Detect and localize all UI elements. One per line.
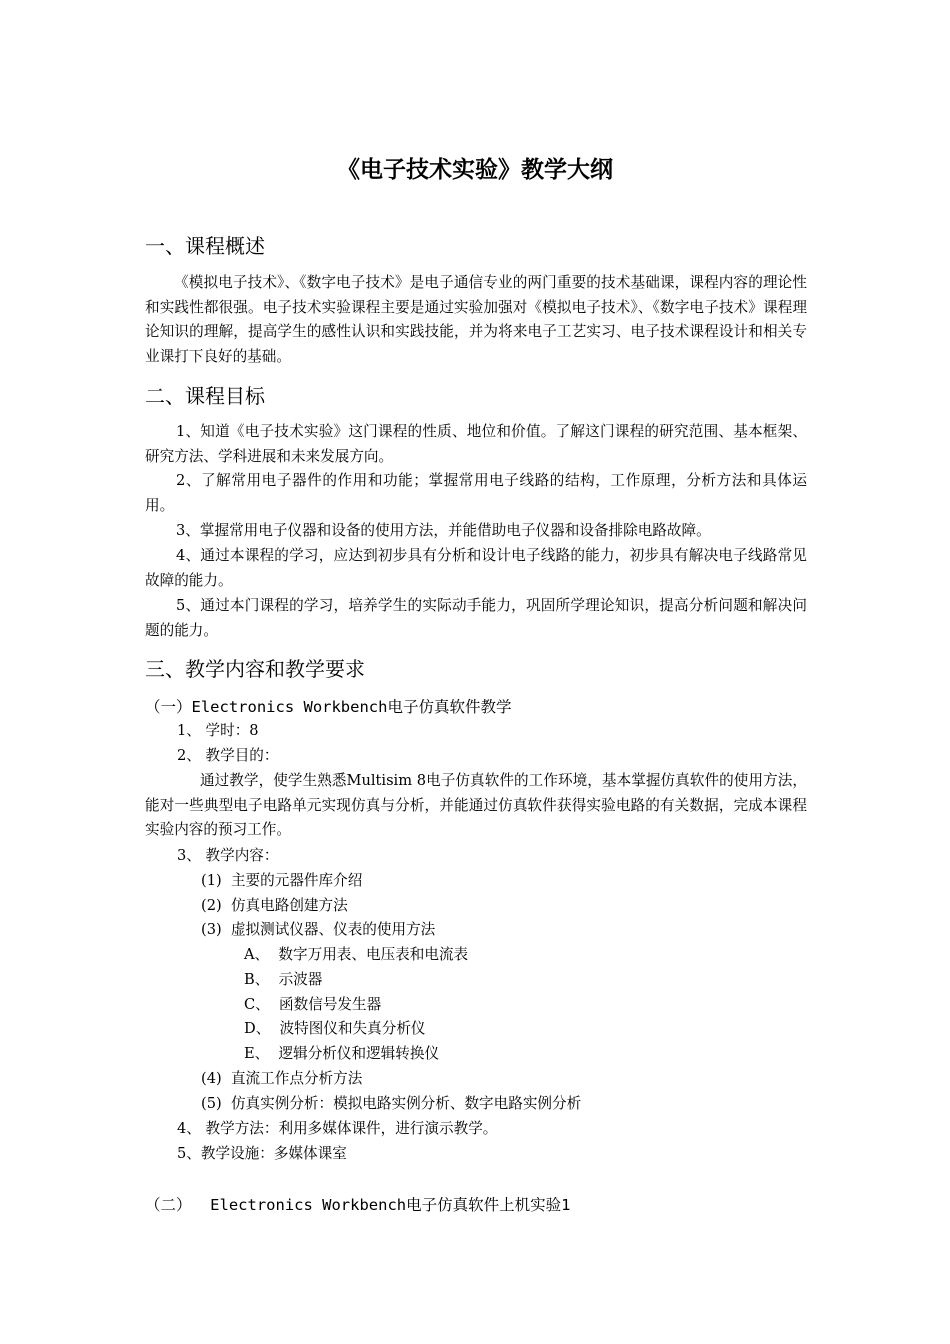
content-item-4: (4) 直流工作点分析方法	[201, 1070, 363, 1087]
section-heading-objectives: 二、课程目标	[145, 384, 265, 408]
content-subitem-d: D、 波特图仪和失真分析仪	[244, 1020, 426, 1037]
document-title: 《电子技术实验》教学大纲	[337, 157, 613, 183]
content-item-1: (1) 主要的元器件库介绍	[201, 872, 363, 889]
subsection-heading-1: （一）Electronics Workbench电子仿真软件教学	[145, 698, 512, 716]
content-item-2: (2) 仿真电路创建方法	[201, 897, 348, 914]
hours-line: 1、 学时：8	[177, 722, 259, 739]
purpose-label: 2、 教学目的：	[177, 747, 279, 764]
content-subitem-b: B、 示波器	[244, 971, 323, 988]
content-subitem-a: A、 数字万用表、电压表和电流表	[244, 946, 469, 963]
section-heading-content: 三、教学内容和教学要求	[145, 657, 365, 681]
objective-item-5: 5、通过本门课程的学习，培养学生的实际动手能力，巩固所学理论知识，提高分析问题和解决问题的能力。	[145, 597, 807, 639]
objective-item-4: 4、通过本课程的学习，应达到初步具有分析和设计电子线路的能力，初步具有解决电子线路常见故障的能力。	[145, 547, 807, 589]
content-item-5: (5) 仿真实例分析：模拟电路实例分析、数字电路实例分析	[201, 1095, 582, 1112]
subsection-heading-2: （二） Electronics Workbench电子仿真软件上机实验1	[145, 1196, 571, 1214]
objective-item-1: 1、知道《电子技术实验》这门课程的性质、地位和价值。了解这门课程的研究范围、基本框架、研究方法、学科进展和未来发展方向。	[145, 423, 807, 465]
purpose-paragraph: 通过教学，使学生熟悉Multisim 8电子仿真软件的工作环境，基本掌握仿真软件的使用方法，能对一些典型电子电路单元实现仿真与分析，并能通过仿真软件获得实验电路的有关数据，完成本课程实验内容的预习工作。	[145, 772, 807, 839]
objective-item-2: 2、了解常用电子器件的作用和功能；掌握常用电子线路的结构，工作原理，分析方法和具体运用。	[145, 472, 807, 514]
content-subitem-c: C、 函数信号发生器	[244, 996, 382, 1013]
teaching-facility-line: 5、教学设施：多媒体课室	[177, 1145, 347, 1162]
teaching-method-line: 4、 教学方法：利用多媒体课件，进行演示教学。	[177, 1120, 498, 1137]
section-heading-overview: 一、课程概述	[145, 234, 265, 258]
overview-paragraph: 《模拟电子技术》、《数字电子技术》是电子通信专业的两门重要的技术基础课，课程内容的理论性和实践性都很强。电子技术实验课程主要是通过实验加强对《模拟电子技术》、《数字电子技术》课程理论知识的理解，提高学生的感性认识和实践技能，并为将来电子工艺实习、电子技术课程设计和相关专业课打下良好的基础。	[145, 274, 807, 365]
objective-item-3: 3、掌握常用电子仪器和设备的使用方法，并能借助电子仪器和设备排除电路故障。	[176, 522, 711, 539]
content-item-3: (3) 虚拟测试仪器、仪表的使用方法	[201, 921, 436, 938]
content-label: 3、 教学内容：	[177, 847, 279, 864]
content-subitem-e: E、 逻辑分析仪和逻辑转换仪	[244, 1045, 440, 1062]
